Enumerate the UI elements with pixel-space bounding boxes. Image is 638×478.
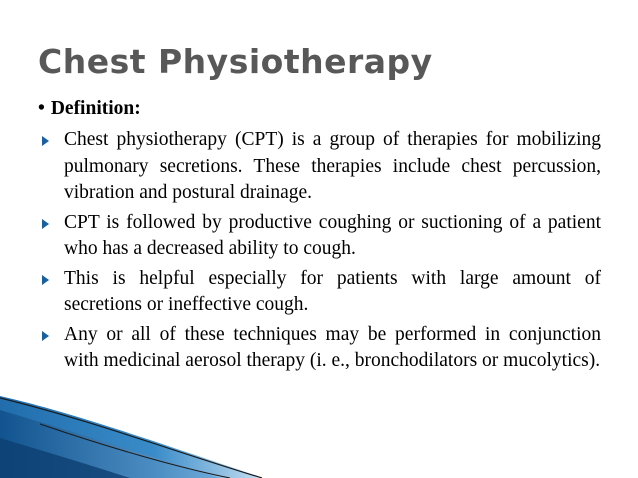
list-item-text: CPT is followed by productive coughing or suctioning of a patient who has a decreased ability to cough. xyxy=(64,211,601,259)
triangle-bullet-icon xyxy=(42,275,49,285)
slide-title: Chest Physiotherapy xyxy=(38,42,433,81)
list-item-text: Chest physiotherapy (CPT) is a group of therapies for mobilizing pulmonary secretions. These therapies include chest percussion, vibration and postural drainage. xyxy=(64,129,601,203)
list-item-text: This is helpful especially for patients with large amount of secretions or ineffective cough. xyxy=(64,267,601,315)
definition-label: Definition: xyxy=(50,98,141,119)
list-item xyxy=(38,266,601,319)
list-item xyxy=(38,210,601,263)
triangle-bullet-icon xyxy=(42,136,49,146)
list-item xyxy=(38,322,601,375)
triangle-bullet-icon xyxy=(42,331,49,341)
bullet-list xyxy=(38,127,601,378)
list-item-text: Any or all of these techniques may be performed in conjunction with medicinal aerosol therapy (i. e., bronchodilators or mucolytics). xyxy=(64,323,601,371)
definition-bullet: • xyxy=(38,98,45,119)
triangle-bullet-icon xyxy=(42,219,49,229)
list-item xyxy=(38,127,601,207)
definition-heading xyxy=(38,96,141,122)
